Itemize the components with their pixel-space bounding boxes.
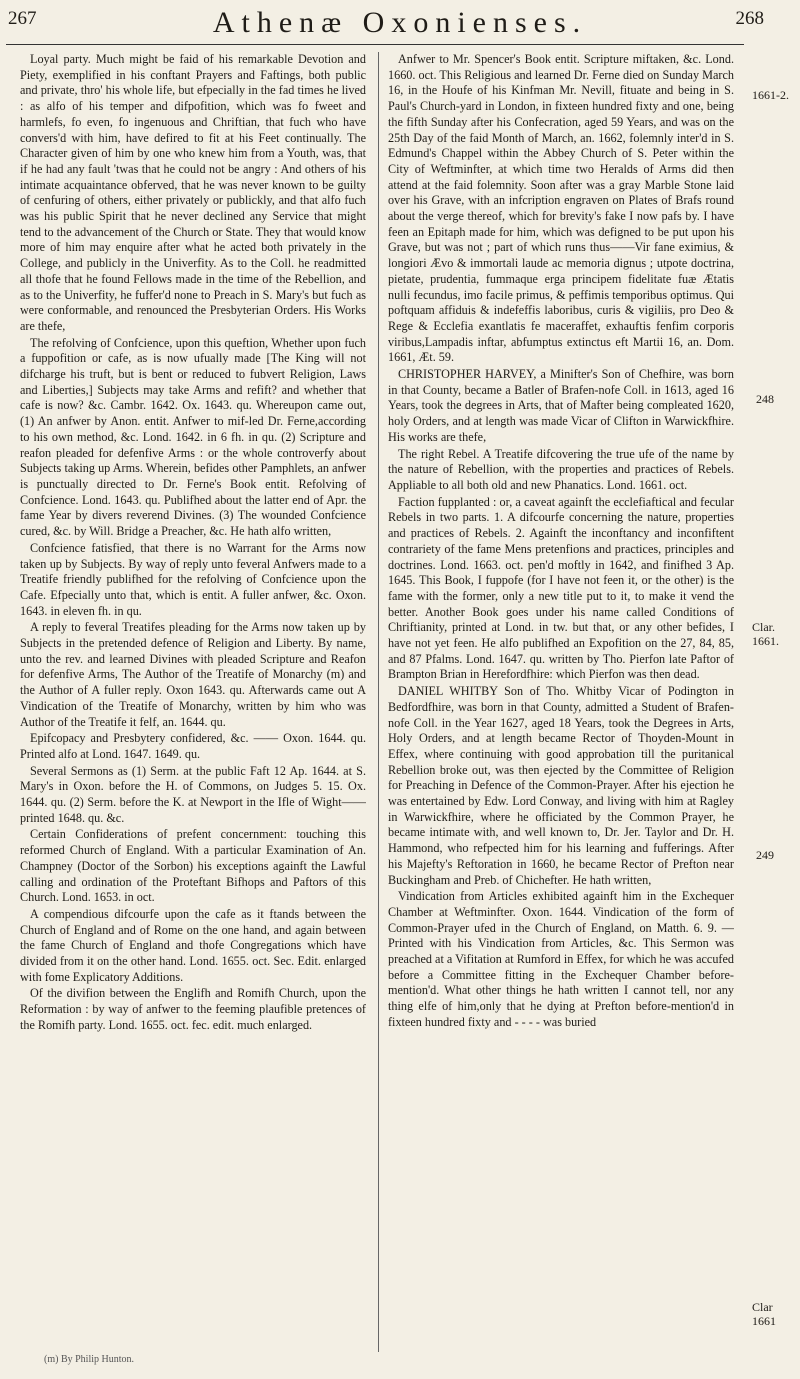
paragraph-answer-spencer: Anfwer to Mr. Spencer's Book entit. Scripture miftaken, &c. Lond. 1660. oct. This Religious and learned Dr. Ferne died on Sunday March 16, in the Houfe of his Kinfman Mr. Nevill, fituate and being in S. Paul's Church-yard in London, in fixteen hundred fixty and one, being the fifth Sunday after his Confecration, aged 59 Years, and was on the 25th Day of the faid Month of March, an. 1662, folemnly inter'd in S. Edmund's Chappel within the Abbey Church of S. Peter within the City of Weftminfter, at which time two Heralds of Arms did then attend at the faid folemnity. Soon after was a gray Marble Stone laid over his Grave, with an infcription engraven on Plates of Brafs round about the verge thereof, which for brevity's fake I now pafs by. I have feen an Epitaph made for him, which was defigned to be put upon his Grave, but was not ; part of which runs thus——Vir fane eximius, & longiori Ævo & immortali laude ac memoria dignus ; utpote doctrina, pietate, prudentia, fummaque erga principem fidelitate fuæ Ætatis nulli fecundus, imo facile primus, & peffimis temporibus optimus. Qui poftquam affiduis & indefeffis laboribus, curis & vigiliis, pro Deo & Rege & Ecclefia exantlatis fe maceraffet, exhauftis fenfim corporis viribus,Lampadis inftar, abfumptus extinctus eft Martii 16, an. Dom. 1661, Æt. 59. bbox=[388, 52, 734, 365]
paragraph-loyal-party: Loyal party. Much might be faid of his remarkable Devotion and Piety, exemplified in his conftant Prayers and Faftings, both public and private, thro' his whole life, but efpecially in the fad times he lived : as alfo of his temper and difpofition, which was fo fweet and harmlefs, fo even, fo ingenuous and Chriftian, that fuch who have convers'd with him, have defired to fit at his Feet continually. The Character given of him by one who knew him from a Youth, was, that if he had any fault 'twas that he could not be angry : And others of his intimate acquaintance obferved, that he was never known to be guilty of cenfuring of others, either privately or publickly, and that alfo fuch was his public Spirit that he never declined any Service that might tend to the advancement of the Church or State. They that would know more of him may enquire after what he acted both privately in the College, and publicly in the Univerfity. As to the Coll. he readmitted all thofe that he found Fellows made in the time of the Rebellion, and as to the Univerfity, he fuffer'd none to Preach in S. Mary's but fuch as were conformable, and renounced the Presbyterian Orders. His Works are thefe, bbox=[20, 52, 366, 333]
column-divider bbox=[378, 52, 379, 1352]
paragraph-conscience-satisfied: Confcience fatisfied, that there is no Warrant for the Arms now taken up by Subjects. By way of reply unto feveral Anfwers made to a Treatife friendly publifhed for the refolving of Confcience upon the Cafe. Efpecially unto that, which is entit. A fuller anfwer, &c. Oxon. 1643. in eleven fh. in qu. bbox=[20, 540, 366, 618]
paragraph-faction-supplanted: Faction fupplanted : or, a caveat againft the ecclefiaftical and fecular Rebels in two parts. 1. A difcourfe concerning the nature, properties and practices of Rebels. 2. Againft the inconftancy and inconfiftent contrariety of the fame Mens pretenfions and practices, principles and doctrines. Lond. 1663. oct. pen'd moftly in 1642, and finifhed 3 Ap. 1645. This Book, I fuppofe (for I have not feen it, or the other) is the fame with the former, only a new title put to it, to make it vend the better. Another Book goes under his name called Conditions of Chriftianity, printed at Lond. in tw. but that, or any other befides, I have not yet feen. He alfo publifhed an Expofition on the 27, 84, 85, and 87 Pfalms. Lond. 1647. qu. written by Tho. Pierfon late Paftor of Brampton Brian in Herefordfhire: which Pierfon was then dead. bbox=[388, 494, 734, 682]
page-number-right: 268 bbox=[735, 8, 764, 29]
paragraph-reply-treatises: A reply to feveral Treatifes pleading for the Arms now taken up by Subjects in the pretended defence of Religion and Liberty. By name, unto the rev. and learned Divines with pleaded Scripture and Reafon for defenfive Arms, The Author of the Treatife of Monarchy (m) and the Author of A fuller reply. Oxon 1643. qu. Afterwards came out A Vindication of the Treatife of Monarchy, written by him who was Author of the Treatife it felf, an. 1644. qu. bbox=[20, 620, 366, 729]
margin-note-entry-249: 249 bbox=[756, 848, 774, 862]
paragraph-right-rebel: The right Rebel. A Treatife difcovering the true ufe of the name by the nature of Rebellion, with the properties and practices of Rebels. Appliable to all both old and new Phanatics. Lond. 1661. oct. bbox=[388, 446, 734, 492]
running-title: Athenæ Oxonienses. bbox=[212, 6, 588, 39]
header-rule bbox=[6, 44, 744, 45]
paragraph-division-churches: Of the divifion between the Englifh and Romifh Church, upon the Reformation : by way of anfwer to the feeming plaufible pretences of the Romifh party. Lond. 1655. oct. fec. edit. much enlarged. bbox=[20, 986, 366, 1032]
paragraph-compendious-discourse: A compendious difcourfe upon the cafe as it ftands between the Church of England and of Rome on the one hand, and again between the fame Church of England and thofe Congregations which have divided from it on the other hand. Lond. 1655. oct. Sec. Edit. enlarged with fome Explicatory Additions. bbox=[20, 906, 366, 984]
margin-note-year: 1661-2. bbox=[752, 88, 789, 102]
margin-note-entry-248: 248 bbox=[756, 392, 774, 406]
paragraph-daniel-whitby: DANIEL WHITBY Son of Tho. Whitby Vicar of Podington in Bedfordfhire, was born in that County, admitted a Student of Brafen-nofe Coll. in the Year 1627, aged 18 Years, took the Degrees in Arts, Holy Orders, and at length became Rector of Thoyden-Mount in Effex, where continuing with good approbation till the puritanical Rebellion broke out, was then ejected by the Committee of Religion for Preaching in Defence of the Common-Prayer. After his ejection he was entertained by Edw. Lord Conway, and living with him at Ragley in Warwickfhire, where he officiated by the Common Prayer, he became intimate with, and well known to, Dr. Jer. Taylor and Dr. H. Hammond, who refpected him for his learning and fufferings. After his Majefty's Reftoration in 1660, he became Rector of Prefton near Buckingham and Preb. of Chichefter. He hath written, bbox=[388, 684, 734, 887]
right-column bbox=[388, 52, 734, 1362]
paragraph-considerations: Certain Confiderations of prefent concernment: touching this reformed Church of England. With a particular Examination of An. Champney (Doctor of the Sorbon) his exceptions againft the Lawful calling and ordination of the Proteftant Bifhops and Paftors of this Church. Lond. 1653. in oct. bbox=[20, 827, 366, 905]
paragraph-episcopacy: Epifcopacy and Presbytery confidered, &c. —— Oxon. 1644. qu. Printed alfo at Lond. 1647. 1649. qu. bbox=[20, 731, 366, 761]
paragraph-christopher-harvey: CHRISTOPHER HARVEY, a Minifter's Son of Chefhire, was born in that County, became a Batler of Brafen-nofe Coll. in 1613, aged 16 Years, took the degrees in Arts, that of Mafter being compleated 1620, holy Orders, and at length was made Vicar of Clifton in Warwickfhire. His works are thefe, bbox=[388, 367, 734, 444]
footnote: (m) By Philip Hunton. bbox=[44, 1354, 135, 1365]
paragraph-sermons: Several Sermons as (1) Serm. at the public Faft 12 Ap. 1644. at S. Mary's in Oxon. before the H. of Commons, on Judges 5. 15. Ox. 1644. qu. (2) Serm. before the K. at Newport in the Ifle of Wight——printed 1648. qu. &c. bbox=[20, 763, 366, 825]
left-column bbox=[20, 52, 366, 1362]
page-number-left: 267 bbox=[8, 8, 37, 29]
paragraph-resolving-conscience: The refolving of Confcience, upon this queftion, Whether upon fuch a fuppofition or cafe, as is now ufually made [The King will not difcharge his truft, but is bent or reduced to fubvert Religion, Laws and Liberties,] Subjects may take Arms and refift? and whether that cafe is now? &c. Cambr. 1642. Ox. 1643. qu. Whereupon came out, (1) An anfwer by Anon. entit. Anfwer to mif-led Dr. Ferne,according to his own method, &c. Lond. 1642. in 6 fh. in qu. (2) Scripture and reafon pleaded for defenfive Arms : or the whole controverfy about Subjects taking up Arms. Wherein, befides other Pamphlets, an anfwer is punctually directed to Dr. Ferne's Book entit. Refolving of Confcience. Lond. 1643. qu. Publifhed about the latter end of Apr. the fame Year by divers reverend Divines. (3) The wounded Confcience cured, &c. by Will. Bridge a Preacher, &c. He hath alfo written, bbox=[20, 335, 366, 539]
paragraph-vindication: Vindication from Articles exhibited againft him in the Exchequer Chamber at Weftminfter. Oxon. 1644. Vindication of the form of Common-Prayer ufed in the Church of England, on Matth. 6. 9. — Printed with his Vindication from Articles, &c. This Sermon was preached at a Vifitation at Rumford in Effex, for which he was accufed before a Committee fitting in the Exchequer Chamber before-mention'd. What other things he hath written I cannot tell, nor any thing elfe of him,only that he dying at Prefton before-mention'd in fixteen hundred fixty and - - - - was buried bbox=[388, 889, 734, 1029]
margin-note-clar-1661-b: Clar 1661 bbox=[752, 1300, 776, 1328]
margin-note-clar-1661: Clar. 1661. bbox=[752, 620, 779, 648]
